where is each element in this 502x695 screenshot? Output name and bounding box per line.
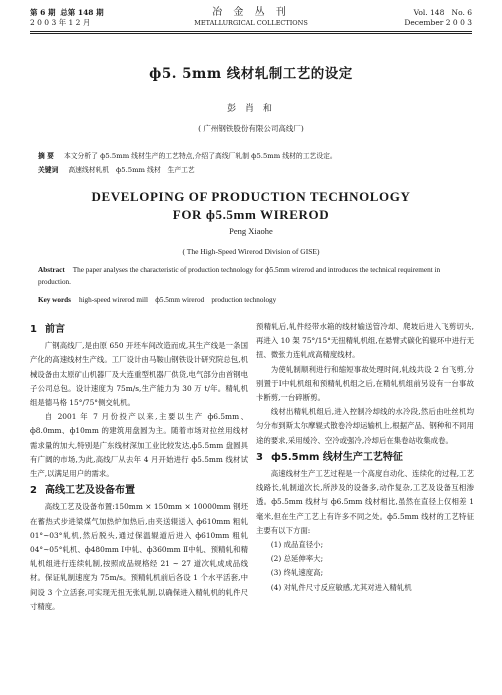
right-paragraph-2: 为使轧制顺利进行和缩短事故处理时间,轧线共设 2 台飞剪,分别置于Ⅰ中轧机组和预精轧机组之后,在精轧机组前另设有一台事故卡断剪,一台碎断剪。 [256, 364, 474, 403]
list-item: (2) 总延伸率大; [270, 554, 324, 564]
keywords-en-text: high-speed wirerod mill ф5.5mm wirerod production technology [78, 296, 277, 304]
abstract-en-label: Abstract [38, 266, 65, 274]
header-total: 总第 148 期 [60, 8, 104, 17]
body-left-column [30, 320, 248, 614]
keywords-en-label: Key words [38, 296, 71, 304]
keywords-cn-text: 高速线材轧机 ф5.5mm 线材 生产工艺 [68, 166, 195, 174]
list-item: (1) 成品直径小; [270, 540, 324, 550]
right-paragraph-1: 预精轧后,轧件经带水箱的线材输送管冷却、爬坡后进入飞剪切头,再进入 10 架 75°/15°无扭精轧机组,在悬臂式碳化钨辊环中进行无扭、微张力连轧成高精度线材。 [256, 322, 474, 360]
list-item: (3) 终轧速度高; [270, 568, 324, 578]
abstract-en [38, 264, 466, 288]
article-title-en-line2: FOR ф5.5mm WIREROD [172, 207, 330, 222]
section-2-number: 2 [30, 485, 37, 497]
keywords-cn-label: 关键词 [38, 166, 59, 174]
journal-name-en: METALLURGICAL COLLECTIONS [194, 19, 308, 27]
header-volume-info [404, 8, 472, 28]
feature-list [256, 538, 474, 595]
section-2-heading [30, 484, 248, 498]
section-3-title: ф5.5mm 线材生产工艺特征 [270, 451, 403, 463]
keywords-en [38, 294, 466, 306]
article-title-en-line1: DEVELOPING OF PRODUCTION TECHNOLOGY [91, 189, 411, 204]
abstract-cn-text: 本文分析了 ф5.5mm 线材生产的工艺特点,介绍了高线厂轧制 ф5.5mm 线材的工艺设定。 [63, 152, 337, 160]
journal-name-cn: 冶 金 丛 刊 [212, 7, 290, 18]
section-3-heading [256, 451, 474, 465]
section-1-number: 1 [30, 324, 37, 335]
keywords-cn [38, 165, 195, 176]
section-3-number: 3 [256, 451, 263, 463]
abstract-cn [38, 151, 337, 162]
section-1-paragraph-1: 广钢高线厂,是由原 650 开坯车间改造而成,其生产线是一条国产化的高速线材生产线。工厂设计由马鞍山钢铁设计研究院总包,机械设备由太原矿山机器厂及大连重型机器厂供货,电气部分由首钢电子公司总包。设计速度为 75m/s,生产能力为 30 万 t/年。精轧机组是德马格 15°/75°侧交轧机。 [30, 341, 248, 408]
header-issue: 第 6 期 [30, 8, 56, 17]
affiliation-cn: ( 广州钢铁股份有限公司高线厂) [198, 124, 304, 133]
header-date-en: December 2 0 0 3 [404, 18, 472, 27]
abstract-en-text: The paper analyses the characteristic of production technology for ф5.5mm wirerod and introduces the technical requirement in production. [38, 266, 441, 286]
header-rule [30, 31, 472, 32]
header-no: No. 6 [451, 8, 472, 17]
author-cn: 彭 肖 和 [227, 104, 275, 114]
header-date-cn: 2 0 0 3 年 1 2 月 [30, 18, 91, 27]
section-2-title: 高线工艺及设备布置 [44, 485, 135, 497]
affiliation-en: ( The High-Speed Wirerod Division of GISE) [182, 247, 320, 256]
author-en: Peng Xiaohe [229, 226, 273, 236]
right-paragraph-3: 线材出精轧机组后,进入控制冷却线的水冷段,然后由吐丝机均匀分布到斯太尔摩辊式散卷冷却运输机上,根据产品、钢种和不同用途的要求,采用缓冷、空冷或强冷,冷却后在集卷站收集成卷。 [256, 407, 474, 445]
header-rule-2 [30, 33, 472, 34]
section-3-paragraph-1: 高速线材生产工艺过程是一个高度自动化、连续化的过程,工艺线路长,轧制道次长,所涉及的设备多,动作复杂,工艺及设备互相渗透。ф5.5mm 线材与 ф6.5mm 线材相比,虽然在直径上仅相差 1 毫米,但在生产工艺上有许多不同之处。ф5.5mm 线材的工艺特征主要有以下方面: [256, 469, 474, 535]
list-item: (4) 对轧件尺寸反应敏感,尤其对进入精轧机 [270, 582, 412, 592]
header-vol: Vol. 148 [413, 8, 445, 17]
article-title-cn: ф5. 5mm 线材轧制工艺的设定 [149, 66, 353, 82]
section-1-paragraph-2: 自 2001 年 7 月份投产以来,主要以生产 ф6.5mm、ф8.0mm、ф10mm 的建筑用盘圆为主。随着市场对拉丝用线材需求量的加大,特别是广东线材深加工业比较发达,ф5.5mm 盘圆具有广阔的市场,为此,高线厂从去年 4 月开始进行 ф5.5mm 线材试生产,以满足用户的需求。 [30, 412, 248, 479]
abstract-cn-label: 摘 要 [38, 152, 54, 160]
section-1-heading [30, 323, 248, 337]
body-right-column [256, 320, 474, 595]
section-2-paragraph-1: 高线工艺及设备布置:150mm × 150mm × 10000mm 钢坯在蓄热式步进梁煤气加热炉加热后,由夹送辊送入 ф610mm 粗轧 01°~03°轧机,然后脱头,通过保温辊道后进入 ф610mm 粗轧 04°~05°轧机、ф480mm Ⅰ中轧、ф360mm Ⅱ中轧、预精轧和精轧机组进行连续轧制,按照成品规格经 21 ~ 27 道次轧成成品线材。保证轧制速度为 75m/s。预精轧机前后各设 1 个水平活套,中间设 3 个立活套,可实现无扭无张轧制,以确保进入精轧机的轧件尺寸精度。 [30, 502, 248, 611]
section-1-title: 前言 [44, 324, 65, 335]
